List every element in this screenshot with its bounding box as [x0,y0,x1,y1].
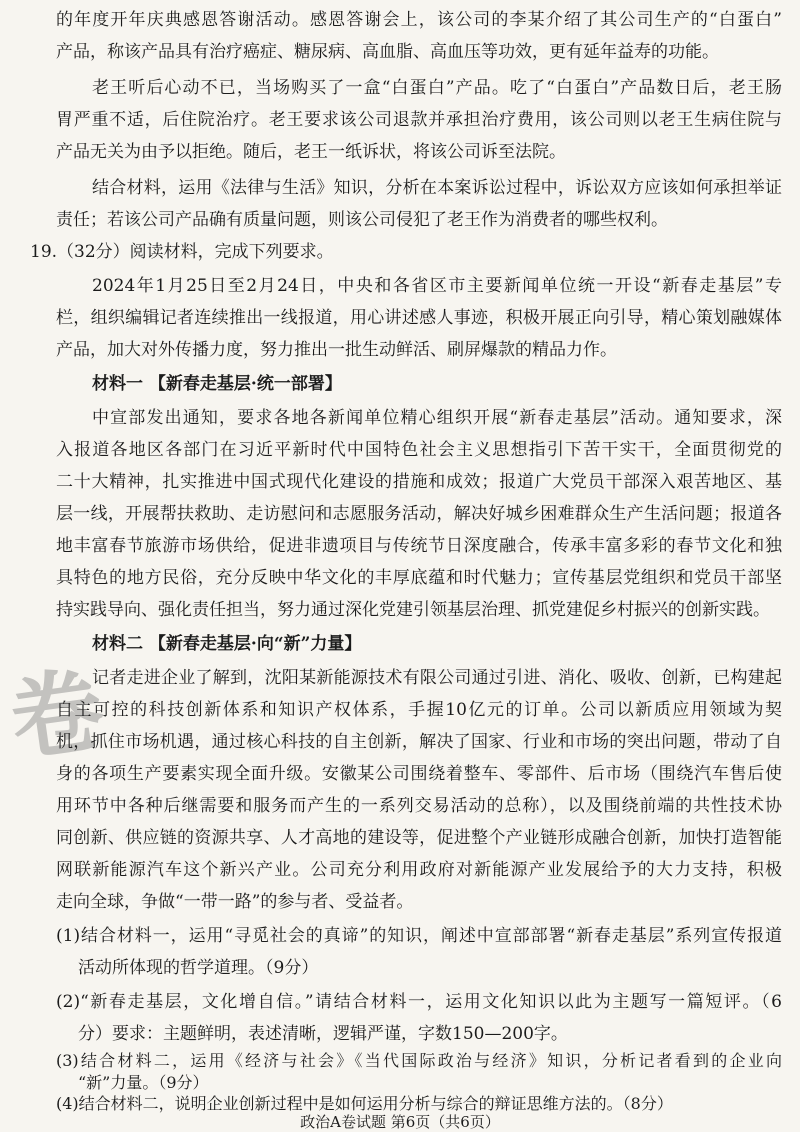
text-line: 产品，加大对外传播力度，努力推出一批生动鲜活、刷屏爆款的精品力作。 [56,340,617,360]
text-line: 走向全球，争做“一带一路”的参与者、受益者。 [56,892,414,912]
text-line: 记者走进企业了解到，沈阳某新能源技术有限公司通过引进、消化、吸收、创新，已构建起 [92,668,782,688]
watermark-stamp: 卷 [4,656,111,775]
sub-question-2: (2)“新春走基层，文化增自信。”请结合材料一，运用文化知识以此为主题写一篇短评。（6 [56,992,782,1012]
text-line: 责任；若该公司产品确有质量问题，则该公司侵犯了老王作为消费者的哪些权利。 [56,210,668,230]
sub-question-4-line [56,1094,782,1114]
text-line: 产品无关为由予以拒绝。随后，老王一纸诉状，将该公司诉至法院。 [56,142,566,162]
text-line: 产品，称该产品具有治疗癌症、糖尿病、高血脂、高血压等功效，更有延年益寿的功能。 [56,42,719,62]
text-line: 胃严重不适，后住院治疗。老王要求该公司退款并承担治疗费用，该公司则以老王生病住院与 [56,110,782,130]
text-line: 层一线，开展帮扶救助、走访慰问和志愿服务活动，解决好城乡困难群众生产生活问题；报道各 [56,504,782,524]
text-line: 地丰富春节旅游市场供给，促进非遗项目与传统节日深度融合，传承丰富多彩的春节文化和独 [56,536,782,556]
text-line: 机，抓住市场机遇，通过核心科技的自主创新，解决了国家、行业和市场的突出问题，带动了自 [56,732,782,752]
text-line: 同创新、供应链的资源共享、人才高地的建设等，促进整个产业链形成融合创新，加快打造智能 [56,828,782,848]
text-line: 身的各项生产要素实现全面升级。安徽某公司围绕着整车、零部件、后市场（围绕汽车售后使 [56,764,782,784]
text-line: 栏，组织编辑记者连续推出一线报道，用心讲述感人事迹，积极开展正向引导，精心策划融媒体 [56,308,782,328]
text-line: 的年度开年庆典感恩答谢活动。感恩答谢会上，该公司的李某介绍了其公司生产的“白蛋白” [56,10,782,30]
question-19-heading: 19.（32分）阅读材料，完成下列要求。 [30,242,334,262]
sub-question-2-cont: 分）要求：主题鲜明，表述清晰，逻辑严谨，字数150—200字。 [78,1024,568,1044]
text-line: 结合材料，运用《法律与生活》知识，分析在本案诉讼过程中，诉讼双方应该如何承担举证 [92,178,782,198]
text-line: 入报道各地区各部门在习近平新时代中国特色社会主义思想指引下苦干实干，全面贯彻党的 [56,440,782,460]
text-line: 持实践导向、强化责任担当，努力通过深化党建引领基层治理、抓党建促乡村振兴的创新实践。 [56,600,770,620]
text-line: 2024年1月25日至2月24日，中央和各省区市主要新闻单位统一开设“新春走基层”专 [92,276,782,296]
footer-page-label: 政治A卷试题 第6页（共6页） [300,1113,500,1131]
text-line: 老王听后心动不已，当场购买了一盒“白蛋白”产品。吃了“白蛋白”产品数日后，老王肠 [92,78,782,98]
text-line: 网联新能源汽车这个新兴产业。公司充分利用政府对新能源产业发展给予的大力支持，积极 [56,860,782,880]
material-one-heading: 材料一 【新春走基层·统一部署】 [92,374,342,394]
sub-question-3-cont: “新”力量。（9分） [78,1073,209,1092]
text-line: 自主可控的科技创新体系和知识产权体系，手握10亿元的订单。公司以新质应用领域为契 [56,700,782,720]
sub-question-4: (4)结合材料二，说明企业创新过程中是如何运用分析与综合的辩证思维方法的。（8分） [56,1094,673,1113]
material-two-heading: 材料二 【新春走基层·向“新”力量】 [92,634,362,654]
text-line: 用环节中各种后继需要和服务而产生的一系列交易活动的总称），以及围绕前端的共性技术协 [56,796,782,816]
sub-question-3: (3)结合材料二，运用《经济与社会》《当代国际政治与经济》知识，分析记者看到的企业向 [56,1051,782,1070]
text-line: 具特色的地方民俗，充分反映中华文化的丰厚底蕴和时代魅力；宣传基层党组织和党员干部坚 [56,568,782,588]
text-line: 中宣部发出通知，要求各地各新闻单位精心组织开展“新春走基层”活动。通知要求，深 [92,408,782,428]
text-line: 二十大精神，扎实推进中国式现代化建设的措施和成效；报道广大党员干部深入艰苦地区、基 [56,472,782,492]
sub-question-1: (1)结合材料一，运用“寻觅社会的真谛”的知识，阐述中宣部部署“新春走基层”系列宣传报道 [56,926,782,946]
sub-question-1-cont: 活动所体现的哲学道理。（9分） [78,958,319,978]
page-footer [0,1112,800,1132]
